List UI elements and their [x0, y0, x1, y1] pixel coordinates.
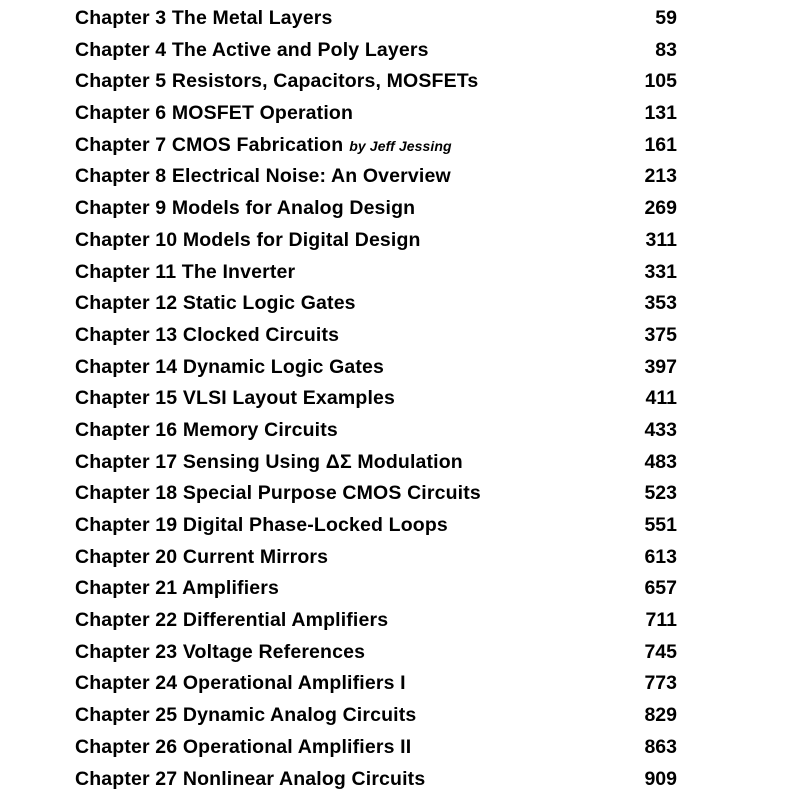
- toc-entry-chapter-20: [0, 542, 800, 574]
- chapter-title: Chapter 15 VLSI Layout Examples: [75, 387, 396, 410]
- page-number: 105: [644, 70, 677, 93]
- chapter-title: Chapter 16 Memory Circuits: [75, 418, 338, 441]
- toc-entry-chapter-27: [0, 764, 800, 796]
- page-number: 213: [644, 165, 677, 188]
- chapter-title: Chapter 24 Operational Amplifiers I: [75, 672, 406, 695]
- chapter-title: Chapter 8 Electrical Noise: An Overview: [75, 165, 451, 188]
- chapter-title: Chapter 5 Resistors, Capacitors, MOSFETs: [75, 70, 479, 93]
- toc-entry-chapter-25: [0, 700, 800, 732]
- page-number: 331: [644, 260, 677, 283]
- page-number: 311: [645, 228, 677, 251]
- toc-entry-chapter-14: [0, 352, 800, 384]
- toc-entry-chapter-13: [0, 320, 800, 352]
- page-number: 375: [644, 323, 677, 346]
- chapter-title: Chapter 6 MOSFET Operation: [75, 102, 354, 125]
- toc-entry-chapter-6: [0, 98, 800, 130]
- toc-entry-chapter-11: [0, 257, 800, 289]
- chapter-title: Chapter 19 Digital Phase-Locked Loops: [75, 514, 448, 536]
- chapter-title: Chapter 22 Differential Amplifiers: [75, 609, 389, 632]
- chapter-title: Chapter 3 The Metal Layers: [75, 7, 333, 29]
- toc-entry-chapter-16: [0, 415, 800, 447]
- chapter-title: Chapter 20 Current Mirrors: [75, 545, 329, 568]
- toc-entry-chapter-5: [0, 66, 800, 98]
- chapter-author: by Jeff Jessing: [349, 137, 452, 154]
- page-number: 829: [644, 704, 677, 727]
- toc-entry-chapter-8: [0, 161, 800, 193]
- page-number: 551: [644, 514, 677, 536]
- page-number: 83: [655, 38, 677, 61]
- page-number: 59: [655, 7, 677, 29]
- toc-entry-chapter-24: [0, 668, 800, 700]
- chapter-title: Chapter 21 Amplifiers: [75, 577, 279, 600]
- chapter-title: Chapter 9 Models for Analog Design: [75, 197, 416, 220]
- toc-entry-chapter-9: [0, 193, 800, 225]
- page-number: 613: [644, 545, 677, 568]
- toc-entry-chapter-7: [0, 130, 800, 162]
- page-number: 397: [644, 355, 677, 378]
- chapter-title: Chapter 11 The Inverter: [75, 260, 296, 283]
- toc-entry-chapter-10: [0, 225, 800, 257]
- page-number: 657: [644, 577, 677, 600]
- chapter-title: Chapter 17 Sensing Using ΔΣ Modulation: [75, 450, 463, 473]
- chapter-title: Chapter 10 Models for Digital Design: [75, 228, 421, 251]
- page-number: 483: [644, 450, 677, 473]
- toc-entry-chapter-3: [0, 3, 800, 35]
- page-number: 909: [644, 767, 677, 790]
- page-number: 411: [645, 387, 677, 410]
- chapter-title: Chapter 25 Dynamic Analog Circuits: [75, 704, 417, 727]
- chapter-title: Chapter 4 The Active and Poly Layers: [75, 38, 429, 61]
- toc-entry-chapter-18: [0, 478, 800, 510]
- page-number: 711: [645, 609, 677, 632]
- toc-entry-chapter-21: [0, 573, 800, 605]
- page-number: 433: [644, 418, 677, 441]
- chapter-title: Chapter 13 Clocked Circuits: [75, 323, 340, 346]
- chapter-title: Chapter 27 Nonlinear Analog Circuits: [75, 767, 426, 790]
- chapter-title: Chapter 26 Operational Amplifiers II: [75, 735, 412, 758]
- chapter-title: Chapter 14 Dynamic Logic Gates: [75, 355, 385, 378]
- toc-entry-chapter-23: [0, 637, 800, 669]
- table-of-contents: [0, 3, 800, 795]
- toc-entry-chapter-26: [0, 732, 800, 764]
- toc-entry-chapter-17: [0, 447, 800, 479]
- toc-entry-chapter-12: [0, 288, 800, 320]
- page-number: 745: [644, 640, 677, 663]
- page-number: 269: [644, 197, 677, 220]
- chapter-title-with-author: [75, 130, 452, 163]
- toc-entry-chapter-4: [0, 35, 800, 67]
- chapter-title: Chapter 7 CMOS Fabrication: [75, 133, 344, 156]
- page-number: 773: [644, 672, 677, 695]
- page-number: 353: [644, 292, 677, 315]
- page-number: 161: [644, 133, 677, 156]
- page-number: 863: [644, 735, 677, 758]
- chapter-title: Chapter 18 Special Purpose CMOS Circuits: [75, 482, 481, 505]
- toc-entry-chapter-22: [0, 605, 800, 637]
- page-number: 131: [644, 102, 677, 125]
- toc-entry-chapter-15: [0, 383, 800, 415]
- chapter-title: Chapter 23 Voltage References: [75, 640, 366, 663]
- page-number: 523: [644, 482, 677, 505]
- chapter-title: Chapter 12 Static Logic Gates: [75, 292, 356, 315]
- toc-entry-chapter-19: [0, 510, 800, 542]
